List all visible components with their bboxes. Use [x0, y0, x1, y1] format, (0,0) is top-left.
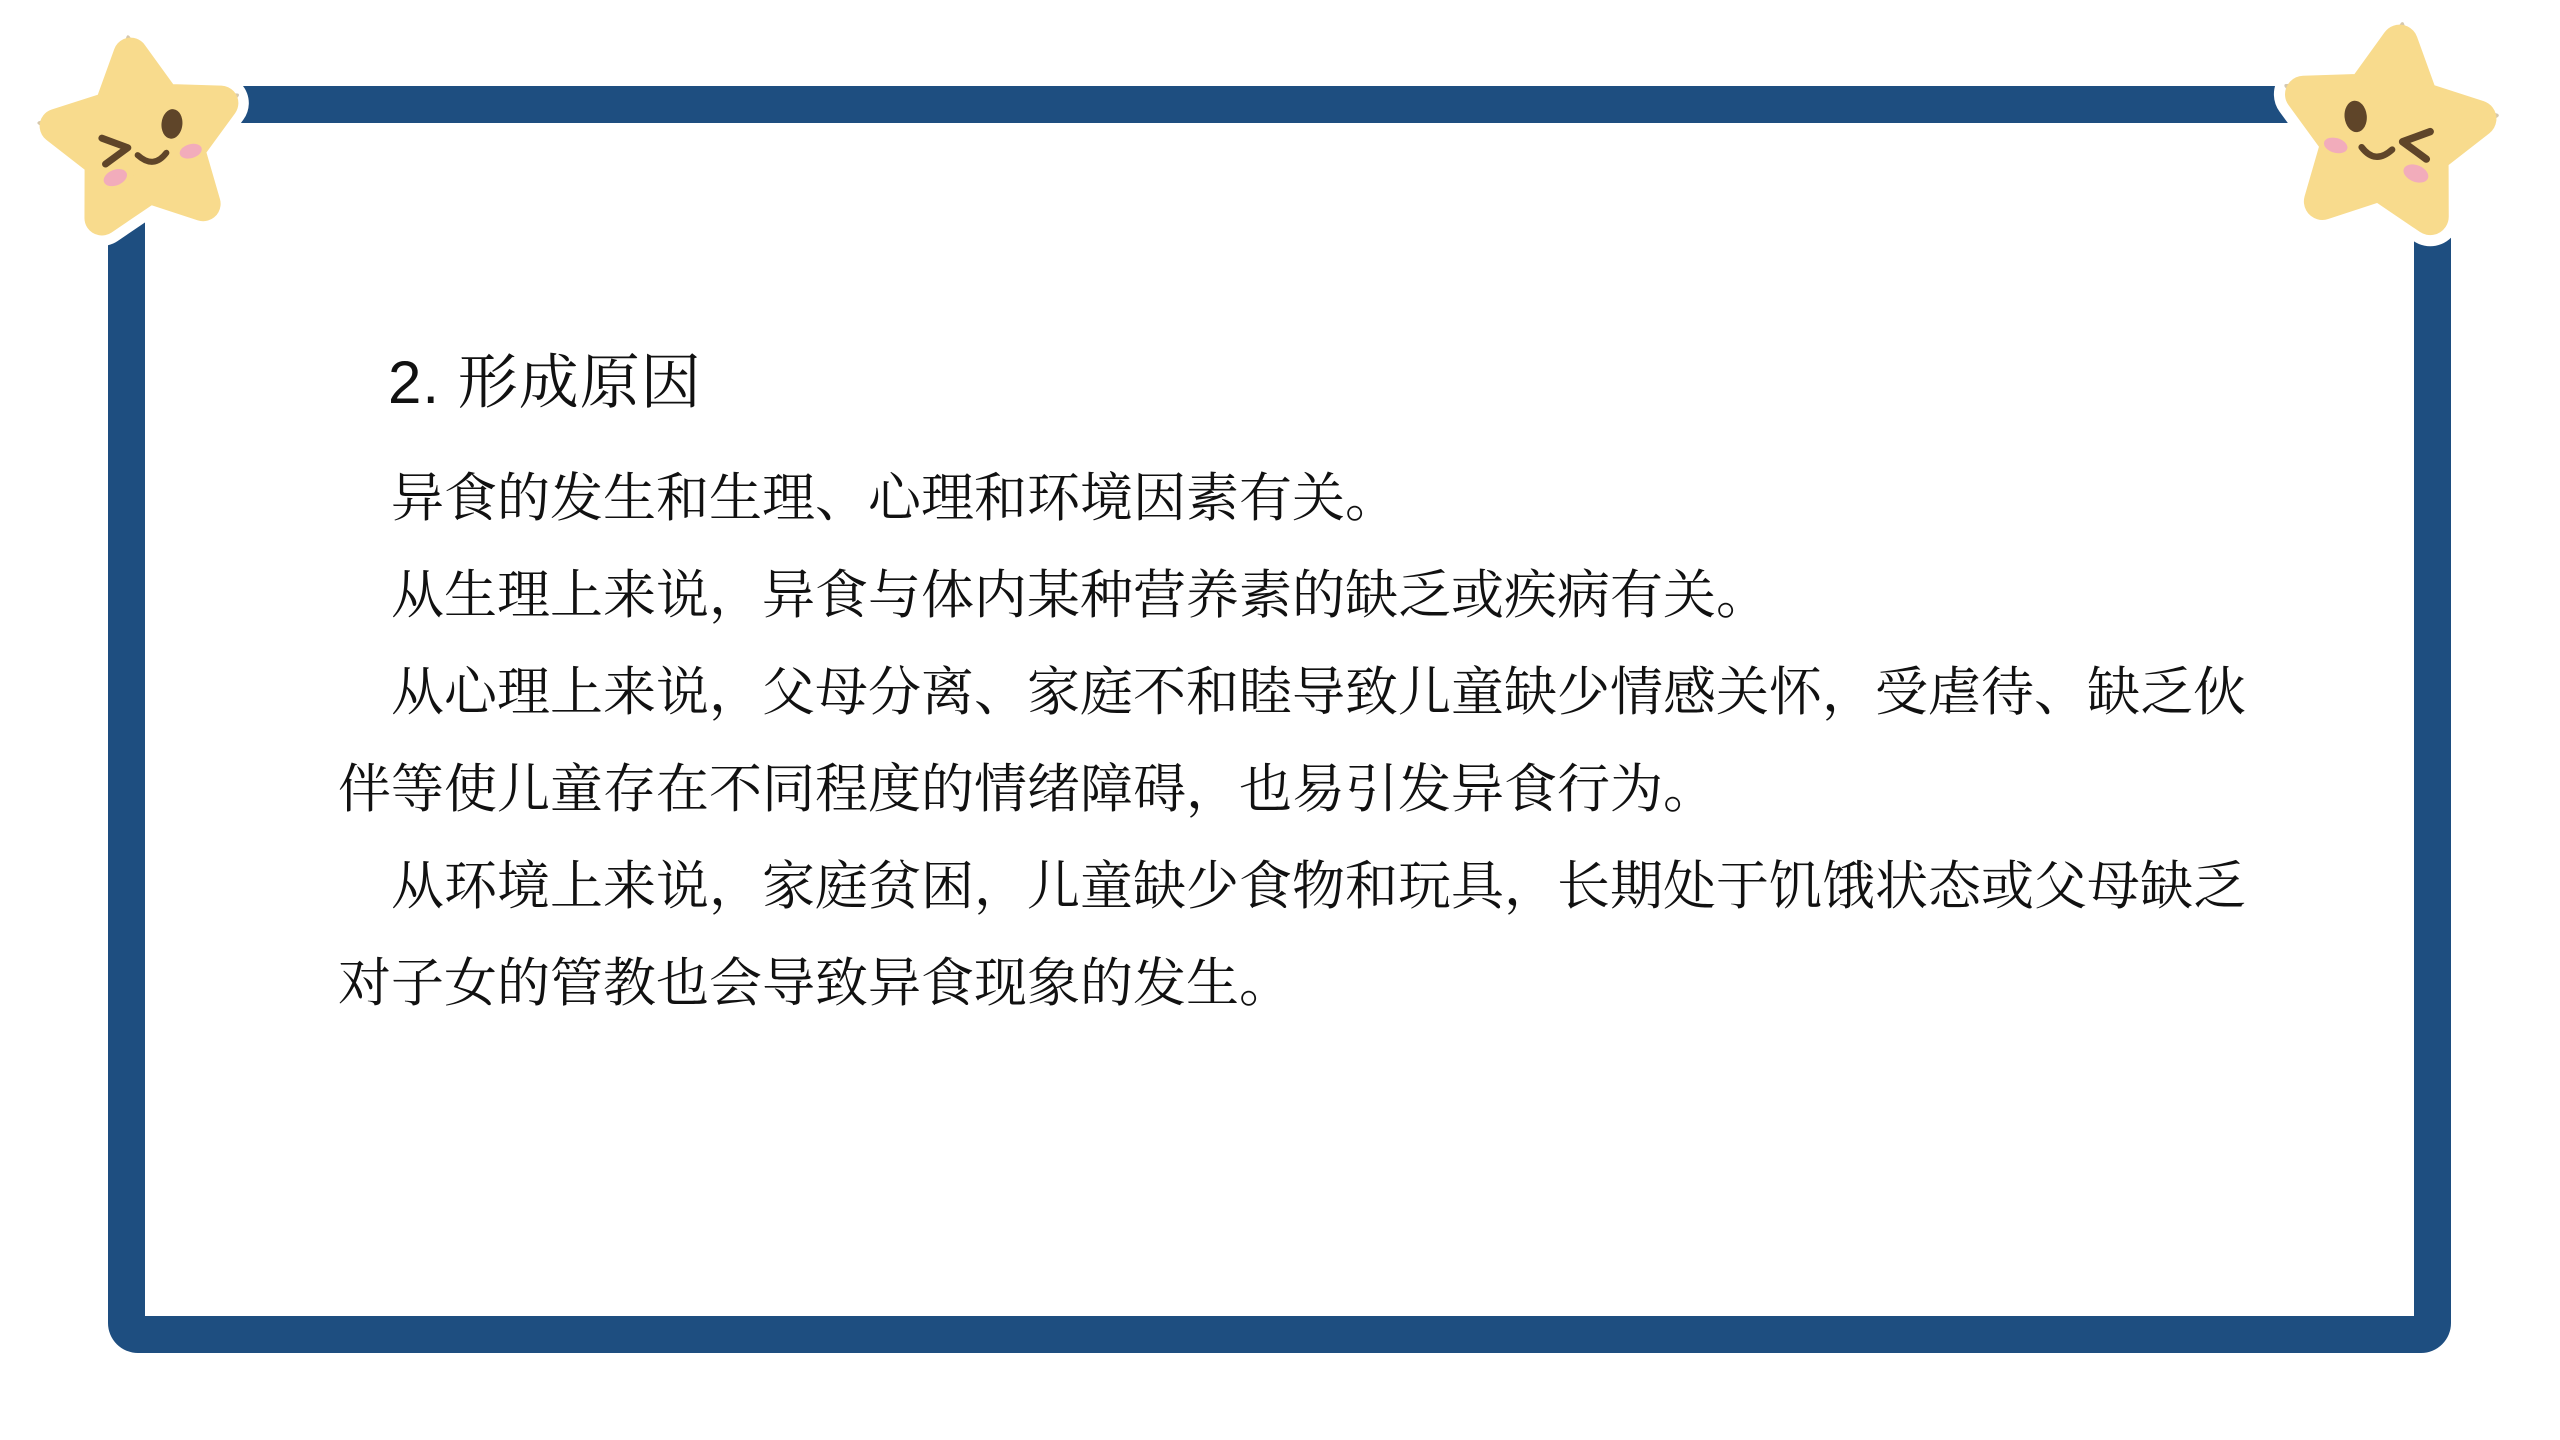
body-paragraph: 从环境上来说，家庭贫困，儿童缺少食物和玩具，长期处于饥饿状态或父母缺乏对子女的管教也会导致异食现象的发生。: [338, 857, 2246, 1013]
body-paragraph: 从心理上来说，父母分离、家庭不和睦导致儿童缺少情感关怀，受虐待、缺乏伙伴等使儿童存在不同程度的情绪障碍，也易引发异食行为。: [338, 663, 2246, 819]
body-paragraphs: [338, 450, 2263, 1032]
winking-star-icon-right: [2262, 8, 2512, 258]
body-paragraph: 从生理上来说，异食与体内某种营养素的缺乏或疾病有关。: [391, 566, 1769, 625]
body-paragraph: 异食的发生和生理、心理和环境因素有关。: [391, 469, 1398, 528]
slide-text-block: [338, 338, 2263, 1032]
section-title: 2. 形成原因: [388, 349, 702, 416]
winking-star-icon-left: [25, 22, 260, 257]
